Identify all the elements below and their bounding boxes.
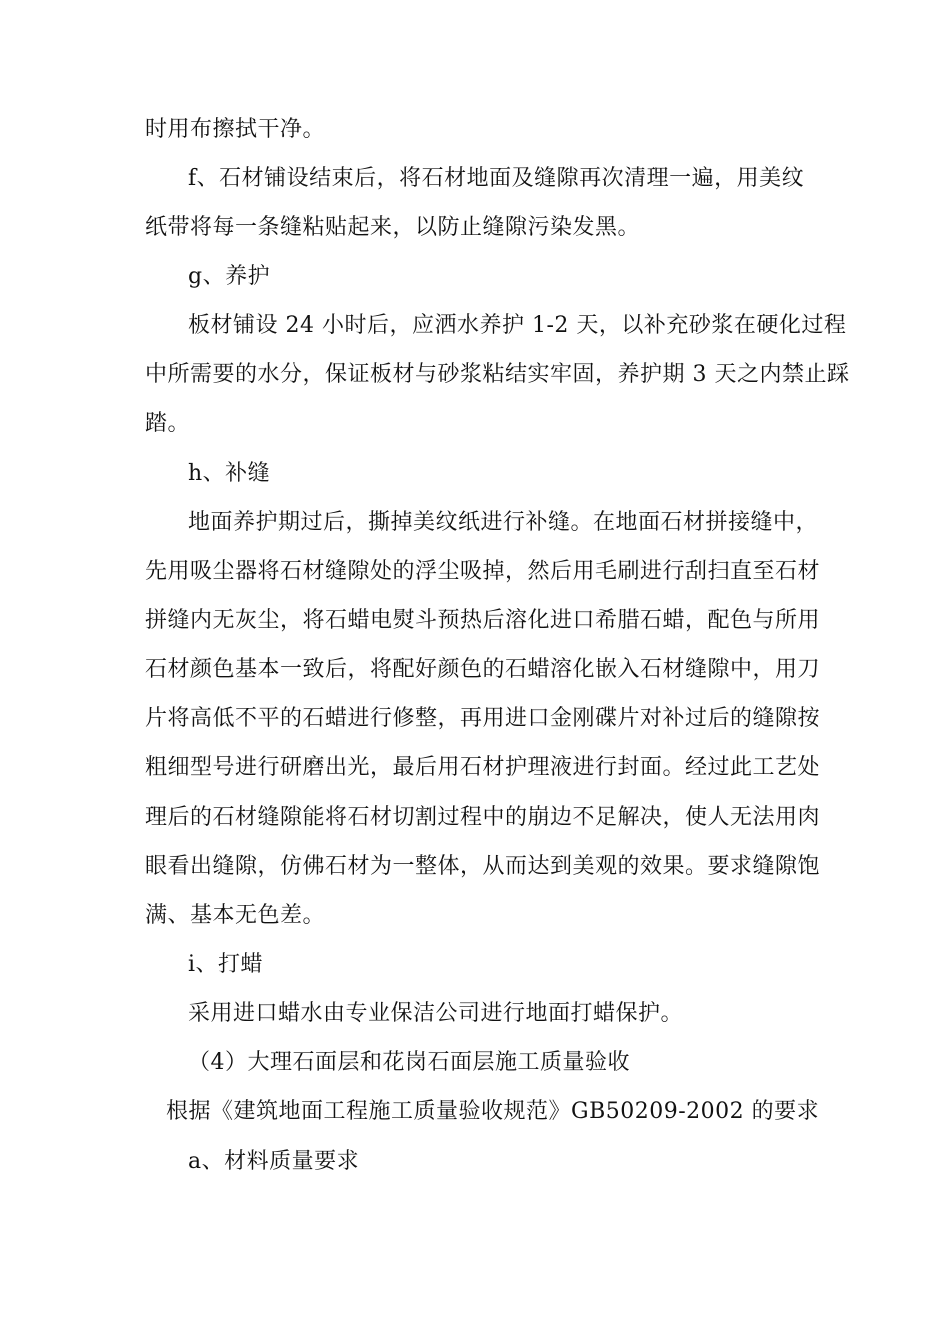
text-line: 板材铺设 24 小时后，应洒水养护 1-2 天，以补充砂浆在硬化过程 [188,313,847,338]
section-heading: a、材料质量要求 [188,1149,360,1174]
text-line: 满、基本无色差。 [145,903,326,928]
text-line: 片将高低不平的石蜡进行修整，再用进口金刚碟片对补过后的缝隙按 [145,706,821,731]
text-line: 纸带将每一条缝粘贴起来，以防止缝隙污染发黑。 [145,215,641,240]
section-heading: i、打蜡 [188,952,264,977]
section-heading: h、补缝 [188,461,271,486]
section-heading: （4）大理石面层和花岗石面层施工质量验收 [188,1050,630,1075]
text-line: 中所需要的水分，保证板材与砂浆粘结实牢固，养护期 3 天之内禁止踩 [145,362,850,387]
text-line: 采用进口蜡水由专业保洁公司进行地面打蜡保护。 [188,1001,684,1026]
text-line: 先用吸尘器将石材缝隙处的浮尘吸掉，然后用毛刷进行刮扫直至石材 [145,559,821,584]
text-line: 拼缝内无灰尘，将石蜡电熨斗预热后溶化进口希腊石蜡，配色与所用 [145,608,821,633]
text-line: 理后的石材缝隙能将石材切割过程中的崩边不足解决，使人无法用肉 [145,805,821,830]
text-line: f、石材铺设结束后，将石材地面及缝隙再次清理一遍，用美纹 [188,166,805,191]
text-line: 眼看出缝隙，仿佛石材为一整体，从而达到美观的效果。要求缝隙饱 [145,854,821,879]
text-line: 石材颜色基本一致后，将配好颜色的石蜡溶化嵌入石材缝隙中，用刀 [145,657,821,682]
text-line: 根据《建筑地面工程施工质量验收规范》GB50209-2002 的要求 [166,1099,820,1124]
text-line: 时用布擦拭干净。 [145,117,326,142]
text-line: 踏。 [145,411,191,436]
text-line: 粗细型号进行研磨出光，最后用石材护理液进行封面。经过此工艺处 [145,755,821,780]
text-line: 地面养护期过后，撕掉美纹纸进行补缝。在地面石材拼接缝中， [188,510,819,535]
section-heading: g、养护 [188,264,271,289]
